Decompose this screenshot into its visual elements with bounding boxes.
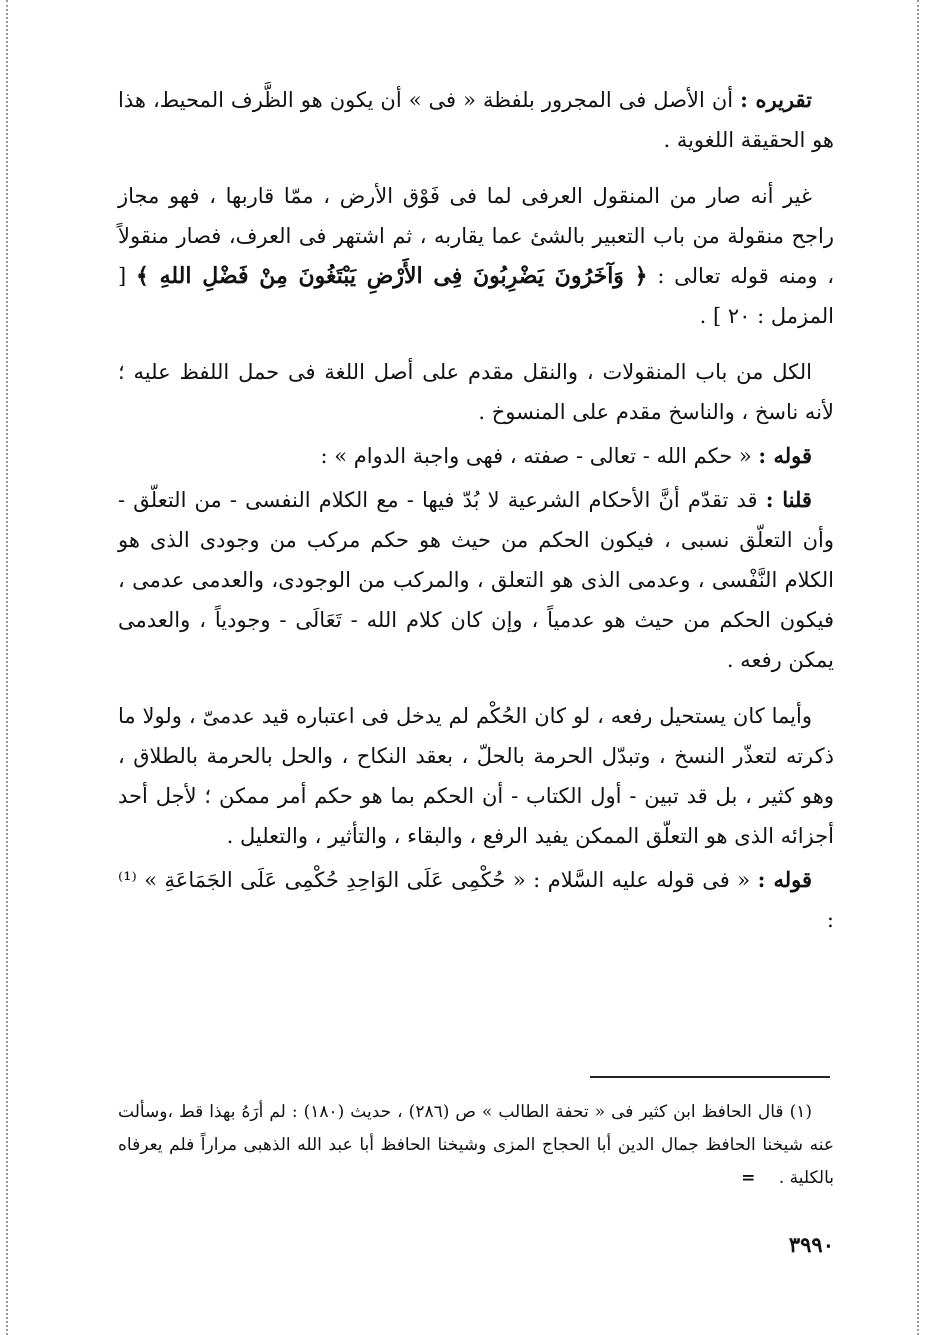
scan-edge-left: [6, 0, 8, 1335]
continuation-mark: =: [741, 1168, 756, 1188]
paragraph-text: « حكم الله - تعالى - صفته ، فهى واجبة الدوام » :: [320, 444, 752, 468]
paragraph-1: [118, 80, 834, 160]
paragraph-text: قد تقدّم أنَّ الأحكام الشرعية لا بُدّ فيها - مع الكلام النفسى - من التعلّق - وأن التعلّق نسبى ، فيكون الحكم من حيث هو حكم مركب من وجودى الذى هو الكلام النَّفْسى ، وعدمى الذى هو التعلق ، والمركب من الوجودى، والعدمى عدمى ، فيكون الحكم من حيث هو عدمياً ، وإن كان كلام الله - تَعَالَى - وجودياً ، والعدمى يمكن رفعه .: [118, 488, 834, 672]
paragraph-lead: قلنا :: [765, 487, 812, 512]
paragraph-7: [118, 860, 834, 940]
paragraph-text: وأيما كان يستحيل رفعه ، لو كان الحُكْم لم يدخل فى اعتباره قيد عدمىّ ، ولولا ما ذكرته لتعذّر النسخ ، وتبدّل الحرمة بالحلّ ، بعقد النكاح ، والحل بالحرمة بالطلاق ، وهو كثير ، بل قد تبين - أول الكتاب - أن الحكم بما هو حكم أمر ممكن ؛ لأجل أحد أجزائه الذى هو التعلّق الممكن يفيد الرفع ، والبقاء ، والتأثير ، والتعليل .: [118, 704, 834, 848]
main-text: [118, 80, 834, 940]
paragraph-6: [118, 696, 834, 856]
footnote-text: (١) قال الحافظ ابن كثير فى « تحفة الطالب » ص (٢٨٦) ، حديث (١٨٠) : لم أرَهُ بهذا قط ،وسألت عنه شيخنا الحافظ جمال الدين أبا الحجاج المزى وشيخنا الحافظ أبا عبد الله الذهبى مراراً فلم يعرفاه بالكلية .: [118, 1102, 834, 1188]
footnote-divider: [590, 1076, 830, 1078]
footnote-1: [118, 1096, 834, 1195]
paragraph-lead: قوله :: [757, 867, 812, 892]
paragraph-text: الكل من باب المنقولات ، والنقل مقدم على أصل اللغة فى حمل اللفظ عليه ؛ لأنه ناسخ ، والناسخ مقدم على المنسوخ .: [118, 360, 834, 424]
paragraph-text: « فى قوله عليه السَّلام : « حُكْمِى عَلَى الوَاحِدِ حُكْمِى عَلَى الجَمَاعَةِ » ⁽¹⁾ :: [118, 868, 834, 932]
paragraph-5: [118, 480, 834, 680]
paragraph-4: [118, 436, 834, 476]
quran-verse: ﴿ وَآخَرُونَ يَضْرِبُونَ فِى الأَرْضِ يَبْتَغُونَ مِنْ فَضْلِ اللهِ ﴾: [135, 263, 648, 289]
page-number: ٣٩٩٠: [788, 1232, 834, 1257]
verse-reference: [ المزمل : ٢٠ ] .: [118, 264, 834, 328]
paragraph-lead: تقريره :: [740, 87, 812, 112]
paragraph-3: [118, 352, 834, 432]
paragraph-text: أن الأصل فى المجرور بلفظة « فى » أن يكون هو الظَّرف المحيط، هذا هو الحقيقة اللغوية .: [118, 88, 834, 152]
paragraph-2: [118, 176, 834, 336]
paragraph-text: غير أنه صار من المنقول العرفى لما فى فَوْق الأرض ، ممّا قاربها ، فهو مجاز راجح منقولة من باب التعبير بالشئ عما يقاربه ، ثم اشتهر فى العرف، فصار منقولاً ، ومنه قوله تعالى :: [118, 184, 834, 288]
paragraph-lead: قوله :: [758, 443, 812, 468]
scan-edge-right: [917, 0, 919, 1335]
footnotes: [118, 1096, 834, 1195]
